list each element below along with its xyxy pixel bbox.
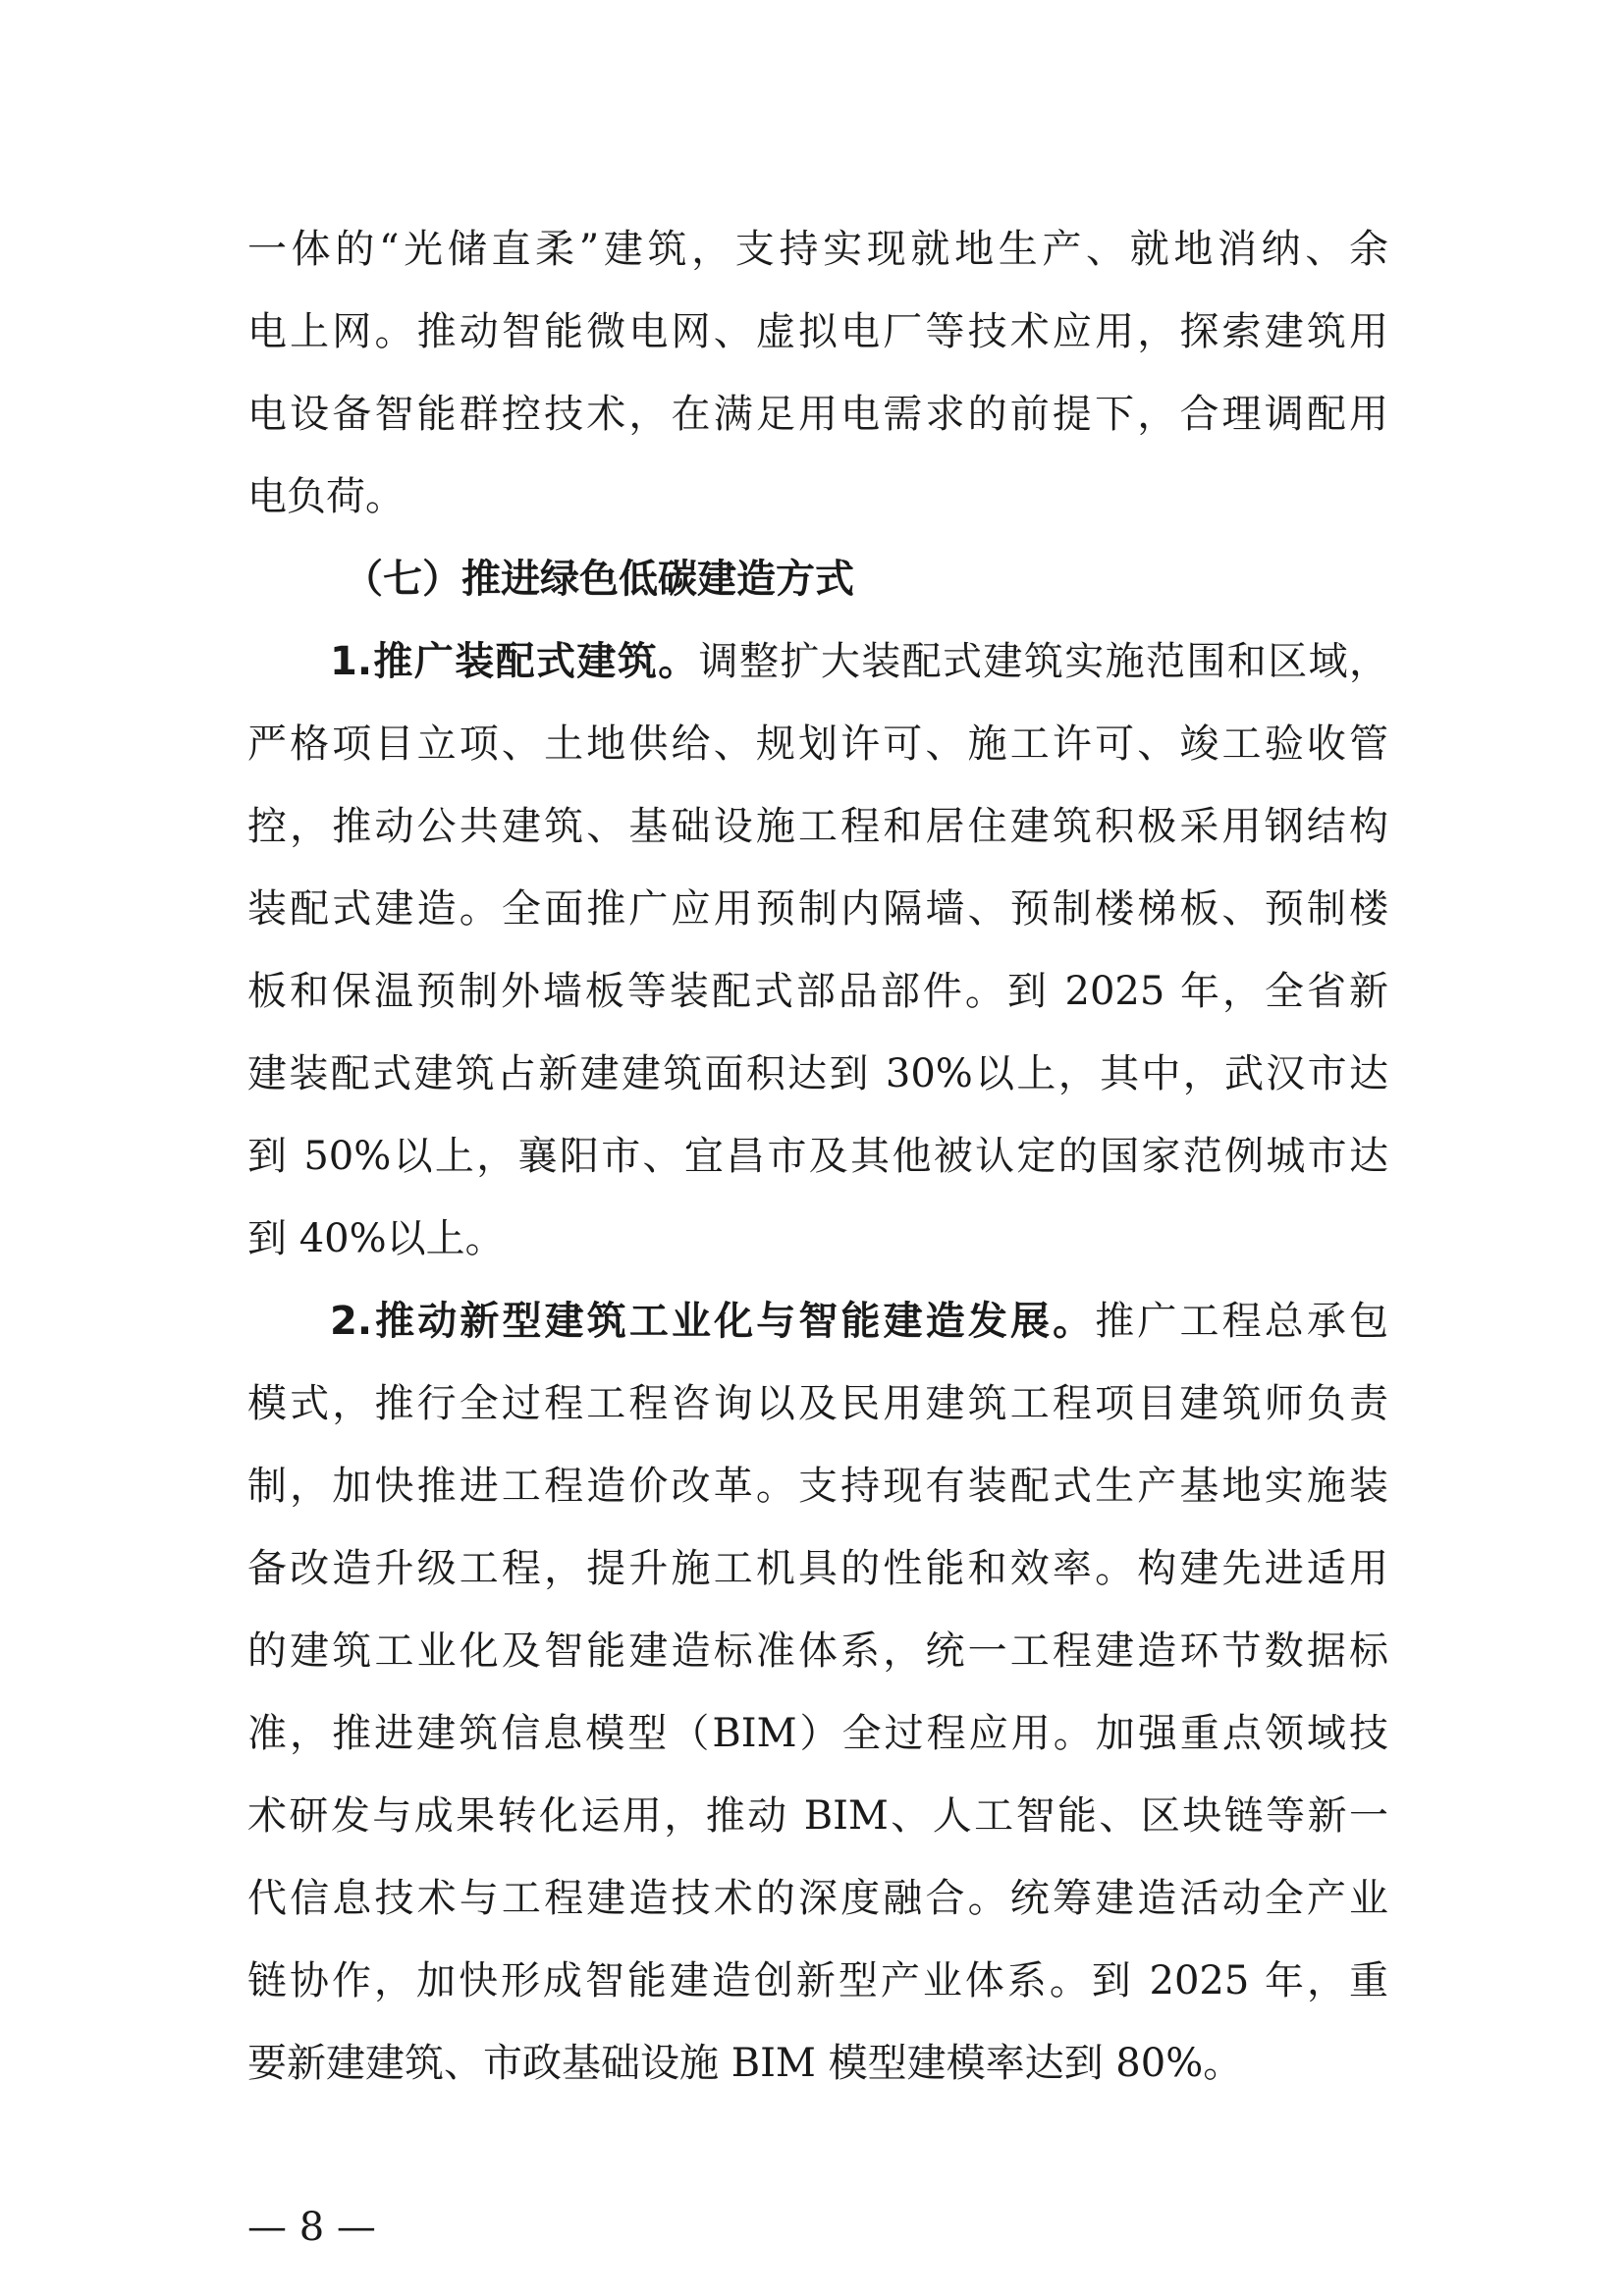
text-line: 制，加快推进工程造价改革。支持现有装配式生产基地实施装 — [247, 1464, 1388, 1509]
text-line: 电上网。推动智能微电网、虚拟电厂等技术应用，探索建筑用 — [247, 309, 1388, 354]
item-2-first-line: 推广工程总承包 — [1095, 1299, 1389, 1344]
paragraph-item-2 — [247, 1280, 1388, 2105]
text-line: 控，推动公共建筑、基础设施工程和居住建筑积极采用钢结构 — [247, 804, 1388, 849]
text-line: 到 40%以上。 — [247, 1216, 505, 1261]
text-line: 链协作，加快形成智能建造创新型产业体系。到 2025 年，重 — [247, 1958, 1388, 2003]
item-1-lead: 1.推广装配式建筑。 — [330, 639, 699, 684]
page-number: — 8 — — [247, 2205, 376, 2250]
item-2-lead: 2.推动新型建筑工业化与智能建造发展。 — [330, 1299, 1096, 1344]
text-line: 备改造升级工程，提升施工机具的性能和效率。构建先进适用 — [247, 1546, 1388, 1591]
text-line — [247, 1280, 1388, 1362]
text-line: 准，推进建筑信息模型（BIM）全过程应用。加强重点领域技 — [247, 1711, 1388, 1756]
paragraph-intro — [247, 208, 1388, 538]
item-1-first-line: 调整扩大装配式建筑实施范围和区域， — [698, 639, 1389, 684]
text-line: 电负荷。 — [247, 474, 405, 519]
text-line: 电设备智能群控技术，在满足用电需求的前提下，合理调配用 — [247, 392, 1388, 437]
text-line: 到 50%以上，襄阳市、宜昌市及其他被认定的国家范例城市达 — [247, 1134, 1388, 1179]
text-line: 术研发与成果转化运用，推动 BIM、人工智能、区块链等新一 — [247, 1793, 1388, 1839]
text-line: 严格项目立项、土地供给、规划许可、施工许可、竣工验收管 — [247, 721, 1388, 767]
text-line: 建装配式建筑占新建建筑面积达到 30%以上，其中，武汉市达 — [247, 1051, 1388, 1096]
paragraph-item-1 — [247, 620, 1388, 1280]
text-line: 板和保温预制外墙板等装配式部品部件。到 2025 年，全省新 — [247, 969, 1388, 1014]
text-line — [247, 620, 1388, 703]
text-line: 的建筑工业化及智能建造标准体系，统一工程建造环节数据标 — [247, 1629, 1388, 1674]
text-line: 一体的“光储直柔”建筑，支持实现就地生产、就地消纳、余 — [247, 227, 1388, 272]
section-heading: （七）推进绿色低碳建造方式 — [344, 557, 854, 602]
text-line: 模式，推行全过程工程咨询以及民用建筑工程项目建筑师负责 — [247, 1381, 1388, 1426]
text-line: 要新建建筑、市政基础设施 BIM 模型建模率达到 80%。 — [247, 2041, 1243, 2086]
text-line: 装配式建造。全面推广应用预制内隔墙、预制楼梯板、预制楼 — [247, 886, 1388, 932]
text-line: 代信息技术与工程建造技术的深度融合。统筹建造活动全产业 — [247, 1876, 1388, 1921]
